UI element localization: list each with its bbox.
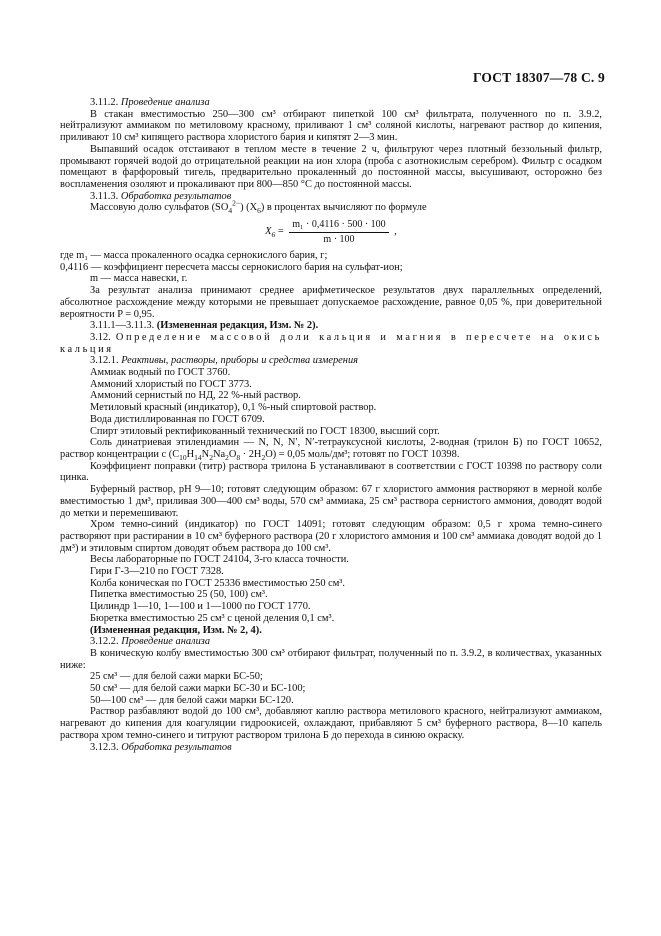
paragraph: Коэффициент поправки (титр) раствора трилона Б устанавливают в соответствии с ГОСТ 10398 по раствору соли цинка. xyxy=(60,460,602,484)
reagent-item: Аммоний хлористый по ГОСТ 3773. xyxy=(90,378,252,390)
equipment-item: Бюретка вместимостью 25 см³ с ценой деления 0,1 см³. xyxy=(90,612,335,624)
paragraph: За результат анализа принимают среднее арифметическое результатов двух параллельных определений, абсолютное расхождение между которыми не превышает допускаемое расхождение, равное 0,05 %, при доверительной вероятности P = 0,95. xyxy=(60,285,602,320)
equipment-item: Цилиндр 1—10, 1—100 и 1—1000 по ГОСТ 1770. xyxy=(90,601,311,613)
paragraph: Хром темно-синий (индикатор) по ГОСТ 14091; готовят следующим образом: 0,5 г хрома темно-синего растворяют при растирании в 10 см³ буферного раствора (20 г хлористого аммония и 100 см³ аммиака доводят водой до 1 дм³) и этиловым спиртом доводят объем раствора до 100 см³. xyxy=(60,519,602,554)
edit-note: (Измененная редакция, Изм. № 2, 4). xyxy=(90,624,262,636)
section-heading-3-12: 3.12. Определение массовой доли кальция и магния в пересчете на окись кальция xyxy=(60,331,602,355)
reagent-item: Спирт этиловый ректификованный технический по ГОСТ 18300, высший сорт. xyxy=(90,425,440,437)
variable-definition: где m₁ — масса прокаленного осадка сернокислого бария, г; xyxy=(60,250,328,262)
section-heading-3-11-2: 3.11.2. Проведение анализа xyxy=(90,97,210,108)
reagent-item: Вода дистиллированная по ГОСТ 6709. xyxy=(90,413,265,425)
equipment-item: Гири Г-3—210 по ГОСТ 7328. xyxy=(90,566,224,578)
formula-numerator: m₁ · 0,4116 · 500 · 100 xyxy=(289,219,388,233)
section-heading-3-12-1: 3.12.1. Реактивы, растворы, приборы и средства измерения xyxy=(90,355,358,367)
section-heading-3-12-2: 3.12.2. Проведение анализа xyxy=(90,636,211,648)
variable-definition: m — масса навески, г. xyxy=(90,273,188,285)
quantity-item: 50 см³ — для белой сажи марки БС-30 и БС-100; xyxy=(90,683,306,695)
equipment-item: Весы лабораторные по ГОСТ 24104, 3-го класса точности. xyxy=(90,554,349,566)
reagent-item: Аммиак водный по ГОСТ 3760. xyxy=(90,367,231,379)
trilon-paragraph: Соль динатриевая этилендиамин — N, N, N′, N′-тетрауксусной кислоты, 2-водная (трилон Б) по ГОСТ 10652, раствор концентрации c $(C_{10}H_{14}N_2Na_2O_8 \cdot 2H_2O) = 0,05$ моль/дм³; готовят по ГОСТ 10398. xyxy=(60,437,602,463)
formula-lhs: $X_6$ xyxy=(265,226,276,240)
quantity-item: 50—100 см³ — для белой сажи марки БС-120. xyxy=(90,694,294,706)
sulfate-formula: $X_6$ = $\frac{\text{m₁ · 0,4116 · 500 · 100}}{m \cdot 100}$ , xyxy=(265,218,397,245)
section-heading-3-11-3: 3.11.3. Обработка результатов xyxy=(90,190,232,202)
equipment-item: Колба коническая по ГОСТ 25336 вместимостью 250 см³. xyxy=(90,577,346,589)
paragraph: Буферный раствор, pH 9—10; готовят следующим образом: 67 г хлористого аммония растворяют в мерной колбе вместимостью 1 дм³, приливая 300—400 см³ воды, 570 см³ аммиака, 25 см³ раствора сернистого аммония, доводят водой до метки и перемешивают. xyxy=(60,484,602,519)
quantity-item: 25 см³ — для белой сажи марки БС-50; xyxy=(90,671,263,683)
page-header: ГОСТ 18307—78 С. 9 xyxy=(472,70,605,85)
document-body xyxy=(60,97,602,753)
reagent-item: Аммоний сернистый по НД, 22 %-ный раствор. xyxy=(90,390,301,402)
edit-note: 3.11.1—3.11.3. (Измененная редакция, Изм. № 2). xyxy=(90,320,319,332)
reagent-item: Метиловый красный (индикатор), 0,1 %-ный спиртовой раствор. xyxy=(90,402,377,414)
formula-denominator: m · 100 xyxy=(323,233,355,245)
formula-intro: Массовую долю сульфатов $(SO_4^{2-})$ $(X_6)$ в процентах вычисляют по формуле xyxy=(90,198,427,216)
paragraph: В стакан вместимостью 250—300 см³ отбирают пипеткой 100 см³ фильтрата, полученного по п. 3.9.2, нейтрализуют аммиаком по метиловому красному, приливают 1 см³ соляной кислоты, нагревают раствор до кипения, приливают 10 см³ кипящего раствора хлористого бария и кипятят 2—3 мин. xyxy=(60,108,602,144)
paragraph: Раствор разбавляют водой до 100 см³, добавляют каплю раствора метилового красного, нейтрализуют аммиаком, нагревают до кипения для коагуляции гидроокисей, охлаждают, прибавляют 5 см³ буферного раствора, 8—10 капель раствора хром темно-синего и титруют раствором трилона Б до перехода в синюю окраску. xyxy=(60,706,602,741)
formula-fraction xyxy=(289,219,388,245)
equipment-item: Пипетка вместимостью 25 (50, 100) см³. xyxy=(90,589,268,601)
section-heading-3-12-3: 3.12.3. Обработка результатов xyxy=(90,741,232,753)
paragraph: Выпавший осадок отстаивают в теплом месте в течение 2 ч, фильтруют через плотный беззольный фильтр, промывают горячей водой до отрицательной реакции на ион хлора (проба с азотнокислым серебром). Фильтр с осадком помещают в фарфоровый тигель, предварительно прокаленный до постоянной массы, высушивают, осторожно без воспламенения озоляют и прокаливают при 800—850 °С до постоянной массы. xyxy=(60,143,602,190)
paragraph: В коническую колбу вместимостью 300 см³ отбирают фильтрат, полученный по п. 3.9.2, в количествах, указанных ниже: xyxy=(60,647,602,671)
variable-definition: 0,4116 — коэффициент пересчета массы сернокислого бария на сульфат-ион; xyxy=(60,261,403,273)
